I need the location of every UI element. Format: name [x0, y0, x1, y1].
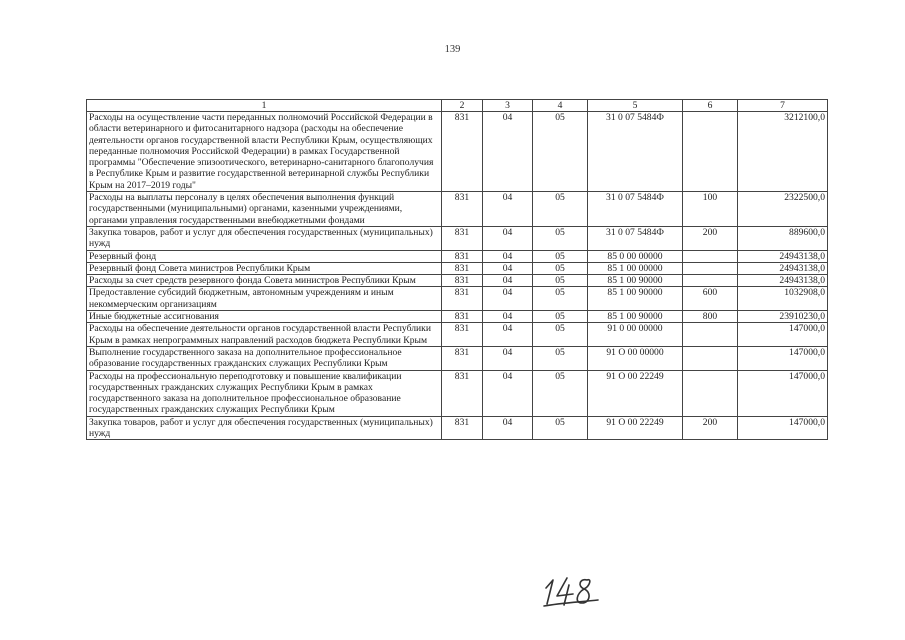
row-expense-type-cell: 600 — [683, 287, 738, 311]
row-section-cell: 04 — [483, 416, 533, 440]
row-subsection-cell: 05 — [533, 275, 588, 287]
column-header-1: 1 — [87, 100, 442, 112]
row-target-article-cell: 91 О 00 22249 — [588, 416, 683, 440]
row-name-cell: Предоставление субсидий бюджетным, автономным учреждениям и иным некоммерческим организациям — [87, 287, 442, 311]
handwritten-page-mark — [540, 574, 600, 608]
row-sum-cell: 24943138,0 — [738, 262, 828, 274]
row-target-article-cell: 85 1 00 90000 — [588, 287, 683, 311]
row-expense-type-cell — [683, 346, 738, 370]
row-grbs-cell: 831 — [442, 370, 483, 416]
row-sum-cell: 147000,0 — [738, 346, 828, 370]
row-name-cell: Выполнение государственного заказа на дополнительное профессиональное образование государственных гражданских служащих Республики Крым — [87, 346, 442, 370]
row-sum-cell: 147000,0 — [738, 370, 828, 416]
table-row — [87, 275, 828, 287]
table-body — [87, 112, 828, 440]
row-subsection-cell: 05 — [533, 250, 588, 262]
table-row — [87, 370, 828, 416]
row-expense-type-cell: 100 — [683, 192, 738, 227]
header-row — [87, 100, 828, 112]
row-grbs-cell: 831 — [442, 275, 483, 287]
row-grbs-cell: 831 — [442, 262, 483, 274]
row-section-cell: 04 — [483, 226, 533, 250]
row-sum-cell: 24943138,0 — [738, 250, 828, 262]
row-subsection-cell: 05 — [533, 323, 588, 347]
row-grbs-cell: 831 — [442, 226, 483, 250]
row-subsection-cell: 05 — [533, 370, 588, 416]
row-grbs-cell: 831 — [442, 416, 483, 440]
row-subsection-cell: 05 — [533, 192, 588, 227]
row-name-cell: Закупка товаров, работ и услуг для обеспечения государственных (муниципальных) нужд — [87, 416, 442, 440]
row-section-cell: 04 — [483, 250, 533, 262]
row-expense-type-cell: 200 — [683, 226, 738, 250]
row-expense-type-cell: 200 — [683, 416, 738, 440]
row-target-article-cell: 91 О 00 22249 — [588, 370, 683, 416]
table-row — [87, 112, 828, 192]
table-row — [87, 192, 828, 227]
row-sum-cell: 23910230,0 — [738, 311, 828, 323]
row-subsection-cell: 05 — [533, 346, 588, 370]
row-sum-cell: 1032908,0 — [738, 287, 828, 311]
row-expense-type-cell — [683, 323, 738, 347]
row-section-cell: 04 — [483, 275, 533, 287]
row-expense-type-cell: 800 — [683, 311, 738, 323]
table-row — [87, 262, 828, 274]
row-grbs-cell: 831 — [442, 287, 483, 311]
budget-table — [86, 99, 828, 440]
row-name-cell: Расходы за счет средств резервного фонда Совета министров Республики Крым — [87, 275, 442, 287]
row-sum-cell: 147000,0 — [738, 416, 828, 440]
table-row — [87, 416, 828, 440]
row-grbs-cell: 831 — [442, 346, 483, 370]
row-section-cell: 04 — [483, 323, 533, 347]
row-subsection-cell: 05 — [533, 311, 588, 323]
column-header-2: 2 — [442, 100, 483, 112]
row-target-article-cell: 85 1 00 00000 — [588, 262, 683, 274]
table-row — [87, 287, 828, 311]
row-target-article-cell: 31 0 07 5484Ф — [588, 192, 683, 227]
row-expense-type-cell — [683, 250, 738, 262]
row-expense-type-cell — [683, 275, 738, 287]
row-expense-type-cell — [683, 370, 738, 416]
row-name-cell: Закупка товаров, работ и услуг для обеспечения государственных (муниципальных) нужд — [87, 226, 442, 250]
row-grbs-cell: 831 — [442, 192, 483, 227]
row-target-article-cell: 31 0 07 5484Ф — [588, 226, 683, 250]
row-name-cell: Расходы на осуществление части переданных полномочий Российской Федерации в области ветеринарного и фитосанитарного надзора (расходы на обеспечение деятельности органов государственной власти Республики Крым, осуществляющих переданные полномочия Российской Федерации) в рамках Государственной программы "Обеспечение эпизоотического, ветеринарно-санитарного благополучия в Республике Крым и развитие государственной ветеринарной службы Республики Крым на 2017–2019 годы" — [87, 112, 442, 192]
row-target-article-cell: 85 1 00 90000 — [588, 311, 683, 323]
row-name-cell: Расходы на обеспечение деятельности органов государственной власти Республики Крым в рамках непрограммных направлений расходов бюджета Республики Крым — [87, 323, 442, 347]
row-section-cell: 04 — [483, 311, 533, 323]
row-name-cell: Резервный фонд Совета министров Республики Крым — [87, 262, 442, 274]
page-number: 139 — [444, 44, 461, 55]
column-header-3: 3 — [483, 100, 533, 112]
row-grbs-cell: 831 — [442, 323, 483, 347]
row-section-cell: 04 — [483, 112, 533, 192]
row-sum-cell: 3212100,0 — [738, 112, 828, 192]
row-section-cell: 04 — [483, 346, 533, 370]
row-name-cell: Расходы на профессиональную переподготовку и повышение квалификации государственных гражданских служащих Республики Крым в рамках государственного заказа на дополнительное профессиональное образование государственных гражданских служащих Республики Крым — [87, 370, 442, 416]
row-section-cell: 04 — [483, 287, 533, 311]
row-name-cell: Резервный фонд — [87, 250, 442, 262]
row-sum-cell: 24943138,0 — [738, 275, 828, 287]
row-subsection-cell: 05 — [533, 112, 588, 192]
table-row — [87, 323, 828, 347]
row-target-article-cell: 91 0 00 00000 — [588, 323, 683, 347]
row-subsection-cell: 05 — [533, 262, 588, 274]
column-header-5: 5 — [588, 100, 683, 112]
row-name-cell: Расходы на выплаты персоналу в целях обеспечения выполнения функций государственными (муниципальными) органами, казенными учреждениями, органами управления государственными внебюджетными фондами — [87, 192, 442, 227]
row-name-cell: Иные бюджетные ассигнования — [87, 311, 442, 323]
table-row — [87, 250, 828, 262]
table-row — [87, 226, 828, 250]
row-subsection-cell: 05 — [533, 416, 588, 440]
row-target-article-cell: 85 1 00 90000 — [588, 275, 683, 287]
row-grbs-cell: 831 — [442, 112, 483, 192]
row-section-cell: 04 — [483, 192, 533, 227]
column-header-4: 4 — [533, 100, 588, 112]
row-subsection-cell: 05 — [533, 287, 588, 311]
column-header-7: 7 — [738, 100, 828, 112]
row-subsection-cell: 05 — [533, 226, 588, 250]
table-row — [87, 346, 828, 370]
column-header-6: 6 — [683, 100, 738, 112]
row-sum-cell: 889600,0 — [738, 226, 828, 250]
row-target-article-cell: 85 0 00 00000 — [588, 250, 683, 262]
row-expense-type-cell — [683, 262, 738, 274]
row-section-cell: 04 — [483, 262, 533, 274]
row-sum-cell: 2322500,0 — [738, 192, 828, 227]
row-grbs-cell: 831 — [442, 250, 483, 262]
table-row — [87, 311, 828, 323]
row-grbs-cell: 831 — [442, 311, 483, 323]
row-sum-cell: 147000,0 — [738, 323, 828, 347]
row-target-article-cell: 31 0 07 5484Ф — [588, 112, 683, 192]
row-expense-type-cell — [683, 112, 738, 192]
row-target-article-cell: 91 О 00 00000 — [588, 346, 683, 370]
row-section-cell: 04 — [483, 370, 533, 416]
